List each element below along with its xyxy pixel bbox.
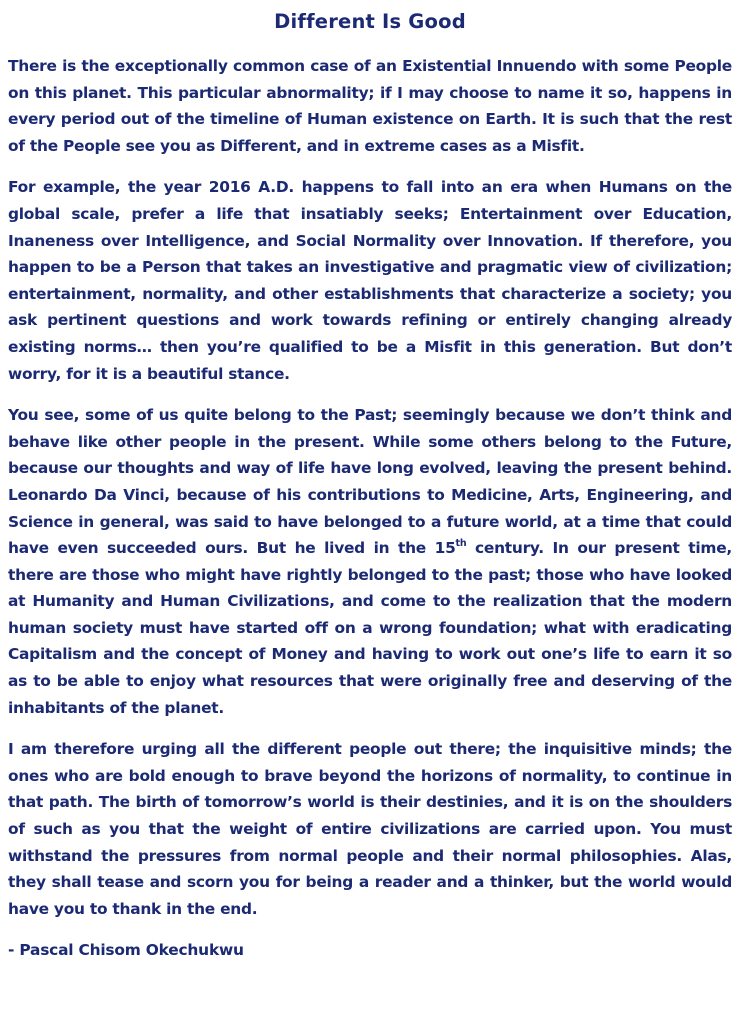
paragraph-3 [8,402,732,721]
paragraph-2: For example, the year 2016 A.D. happens to fall into an era when Humans on the global scale, prefer a life that insatiably seeks; Entertainment over Education, Inaneness over Intelligence, and Social Normality over Innovation. If therefore, you happen to be a Person that takes an investigative and pragmatic view of civilization; entertainment, normality, and other establishments that characterize a society; you ask pertinent questions and work towards refining or entirely changing already existing norms… then you’re qualified to be a Misfit in this generation. But don’t worry, for it is a beautiful stance. [8,178,732,383]
author-signature: - Pascal Chisom Okechukwu [8,941,244,960]
paragraph-4: I am therefore urging all the different people out there; the inquisitive minds; the ones who are bold enough to brave beyond the horizons of normality, to continue in that path. The birth of tomorrow’s world is their destinies, and it is on the shoulders of such as you that the weight of entire civilizations are carried upon. You must withstand the pressures from normal people and their normal philosophies. Alas, they shall tease and scorn you for being a reader and a thinker, but the world would have you to thank in the end. [8,740,732,918]
paragraph-3-text-after: century. In our present time, there are those who might have rightly belonged to the past; those who have looked at Humanity and Human Civilizations, and come to the realization that the modern human society must have started off on a wrong foundation; what with eradicating Capitalism and the concept of Money and having to work out one’s life to earn it so as to be able to enjoy what resources that were originally free and deserving of the inhabitants of the planet. [8,539,732,717]
paragraph-1: There is the exceptionally common case of an Existential Innuendo with some People on this planet. This particular abnormality; if I may choose to name it so, happens in every period out of the timeline of Human existence on Earth. It is such that the rest of the People see you as Different, and in extreme cases as a Misfit. [8,57,732,155]
document-title: Different Is Good [274,10,466,33]
paragraph-3-text-before: You see, some of us quite belong to the Past; seemingly because we don’t think and behave like other people in the present. While some others belong to the Future, because our thoughts and way of life have long evolved, leaving the present behind. Leonardo Da Vinci, because of his contributions to Medicine, Arts, Engineering, and Science in general, was said to have belonged to a future world, at a time that could have even succeeded ours. But he lived in the 15 [8,406,732,558]
ordinal-superscript: th [455,537,467,549]
